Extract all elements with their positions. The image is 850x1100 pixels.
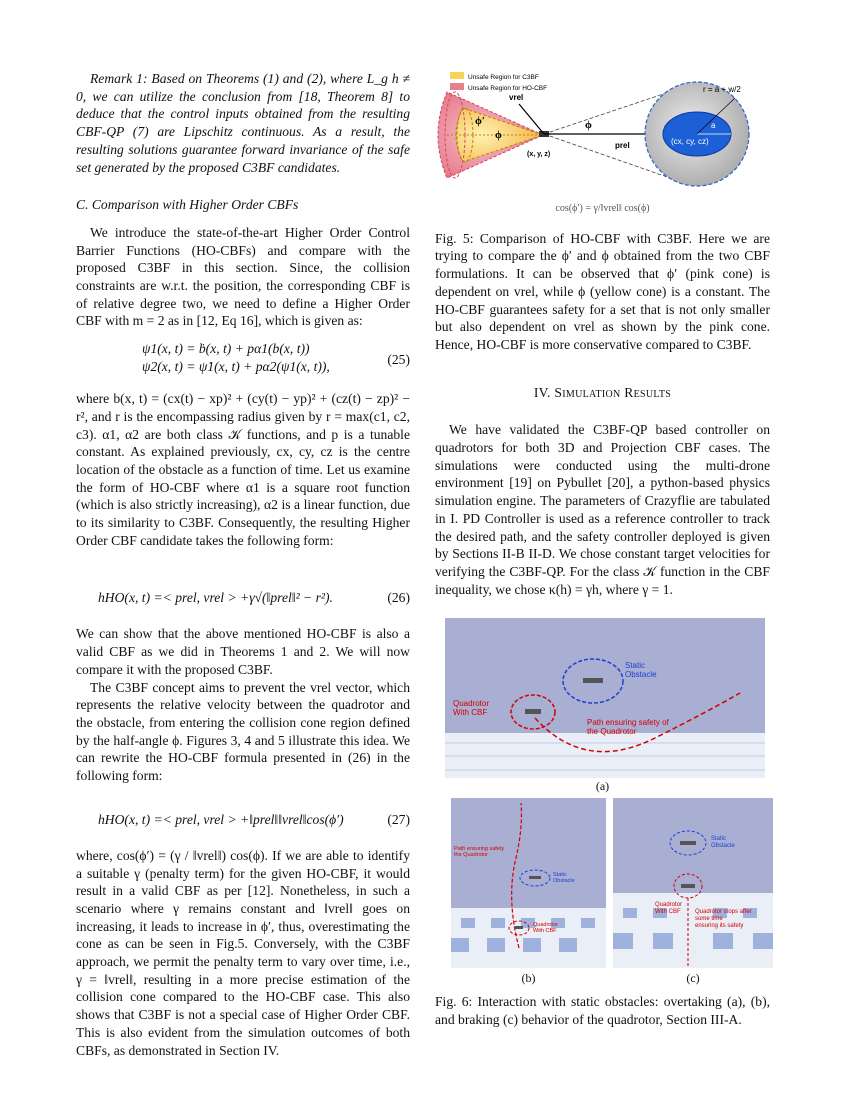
fig6c-stop-label-2: some time xyxy=(695,916,723,923)
left-column xyxy=(76,70,410,1059)
paragraph-simulation-results: We have validated the C3BF-QP based controller on quadrotors for both 3D and Projection CBF cases. The simulations were conducted using the multi-drone environment [19] on Pybullet [20], a python-based physics simulation engine. The parameters of Crazyflie are tabulated in I. PD Controller is used as a reference controller to track the desired path, and the safety controller deployed is given by Sections II-B II-D. We chose constant target velocities for verifying the C3BF-QP. For the class 𝒦 function in the CBF inequality, we chose κ(h) = γh, where γ = 1. xyxy=(435,422,770,597)
fig6bc-row xyxy=(435,798,770,993)
fig6a-path-label-2: the Quadrotor xyxy=(587,727,637,737)
fig6-caption: Fig. 6: Interaction with static obstacles: overtaking (a), (b), and braking (c) behavior of the quadrotor, Section III-A. xyxy=(435,994,770,1027)
legend-c3bf-swatch xyxy=(450,72,464,79)
fig6c-image xyxy=(613,798,773,968)
cone-phi-prime-label: ϕ′ xyxy=(475,115,485,127)
right-column xyxy=(435,70,770,1028)
fig6c-static-label-1: Static xyxy=(711,836,727,843)
fig5-formula: cos(ϕ′) = γ/‖vrel‖ cos(ϕ) xyxy=(555,203,650,214)
equation-26-body: hHO(x, t) =< prel, vrel > +γ√(‖prel‖² − r²). xyxy=(98,590,333,606)
fig6b-quad-label-2: With CBF xyxy=(533,928,557,935)
legend-c3bf-label: Unsafe Region for C3BF xyxy=(468,74,539,81)
sky xyxy=(445,618,765,733)
fig6c-quad-label-1: Quadrotor xyxy=(655,902,683,909)
fig6a-static-label-1: Static xyxy=(625,661,646,671)
fig6a-path-label-1: Path ensuring safety of xyxy=(587,718,669,728)
equation-25-number: (25) xyxy=(387,352,410,368)
cone-phi-label: ϕ xyxy=(495,129,502,141)
equation-26 xyxy=(76,589,410,609)
equation-25 xyxy=(76,340,410,380)
fig6c-static-label-2: Obstacle xyxy=(711,843,735,850)
position-label: (x, y, z) xyxy=(527,151,551,158)
quadrotor-drone xyxy=(525,709,541,714)
prel-label: prel xyxy=(615,141,630,150)
fig5-cone-diagram xyxy=(435,70,770,200)
fig6b-static-label-2: Obstacle xyxy=(553,878,575,885)
section-c-title: C. Comparison with Higher Order CBFs xyxy=(76,197,299,213)
paragraph-hocbf-intro: We introduce the state-of-the-art Higher Order Control Barrier Functions (HO-CBFs) and compare with the proposed C3BF in this section. Since, the collision constraints are w.r.t. the position, the corresponding CBF is of relative degree two, we need to define a Higher Order CBF with m = 2 as in [12, Eq 16], which is given as: xyxy=(76,224,410,329)
remark-1: Remark 1: Based on Theorems (1) and (2), where L_g h ≠ 0, we can utilize the conclusion from [18, Theorem 8] to deduce that the control inputs obtained from the resulting CBF-QP (7) are Lipschitz continuous. As a result, the resulting solutions guarantee forward invariance of the safe set generated by the proposed C3BF candidates. xyxy=(76,71,410,175)
vrel-label: vrel xyxy=(509,93,524,102)
fig6b-path-label-2: the Quadrotor xyxy=(454,852,488,859)
fig6b-image xyxy=(451,798,606,968)
fig6b-static-label-1: Static xyxy=(553,872,567,879)
fig6a-quad-label-1: Quadrotor xyxy=(453,699,490,709)
fig6c-sublabel: (c) xyxy=(686,971,700,986)
fig6c-stop-label-1: Quadrotor stops after xyxy=(695,909,752,916)
paragraph-valid-cbf: We can show that the above mentioned HO-CBF is also a valid CBF as we did in Theorems 1 and 2. We will now compare it with the proposed C3BF. xyxy=(76,626,410,677)
fig6a-quad-label-2: With CBF xyxy=(453,708,488,718)
legend-hocbf-swatch xyxy=(450,83,464,90)
fig6b-path-label-1: Path ensuring safety xyxy=(454,846,505,853)
static-obstacle-drone xyxy=(583,678,603,683)
equation-27 xyxy=(76,811,410,831)
equation-25-line1: ψ1(x, t) = ḃ(x, t) + pα1(b(x, t)) xyxy=(142,341,310,357)
fig6a-sublabel: (a) xyxy=(595,779,610,794)
fig6b-sublabel: (b) xyxy=(521,971,536,986)
fig6c-stop-label-3: ensuring its safety xyxy=(695,923,744,930)
fig6c-quad-label-2: With CBF xyxy=(655,909,681,916)
center-label: (cx, cy, cz) xyxy=(671,137,709,146)
paragraph-hocbf-definition: where b(x, t) = (cx(t) − xp)² + (cy(t) − yp)² + (cz(t) − zp)² − r², and r is the encompassing radius given by r = max(c1, c2, c3). α1, α2 are both class 𝒦 functions, and p is a tunable constant. As explained previously, cx, cy, cz is the centre location of the obstacle as a function of time. Let us examine the form of HO-CBF where α1 is a square root function (which is also strictly increasing), α2 is a linear function, due to its similarity to C3BF. Consequently, the resulting Higher Order CBF candidate takes the following form: xyxy=(76,391,410,548)
radius-a-label: a xyxy=(711,121,716,130)
equation-27-body: hHO(x, t) =< prel, vrel > +‖prel‖‖vrel‖cos(ϕ′) xyxy=(98,811,344,827)
angle-phi-label: ϕ xyxy=(585,119,592,131)
equation-26-number: (26) xyxy=(387,590,410,606)
section-4-title: IV. Simulation Results xyxy=(533,384,672,400)
fig5-caption: Fig. 5: Comparison of HO-CBF with C3BF. Here we are trying to compare the ϕ′ and ϕ obtained from the two CBF formulations. It can be observed that ϕ′ (pink cone) is dependent on vrel, while ϕ (yellow cone) is a constant. The HO-CBF guarantees safety for a set that is not only smaller but also dependent on vrel as shown by the pink cone. Hence, HO-CBF is more conservative compared to C3BF. xyxy=(435,230,770,352)
equation-27-number: (27) xyxy=(387,811,410,827)
legend-hocbf-label: Unsafe Region for HO-CBF xyxy=(468,85,548,92)
fig6b-quad-label-1: Quadrotor xyxy=(533,922,558,929)
paragraph-comparison: where, cos(ϕ′) = (γ / ‖vrel‖) cos(ϕ). If we are able to identify a suitable γ (penalty term) for the given HO-CBF, it would result in a valid CBF as per [12]. Nonetheless, in such a scenario where γ remains constant and ‖vrel‖ goes on increasing, it leads to increase in ϕ′, thus, overestimating the cone as can be seen in Fig.5. Conversely, with the C3BF approach, we permit the penalty term to vary over time, i.e., γ = ‖vrel‖, resulting in a more precise estimation of the collision cone compared to the HO-CBF case. This also shows that C3BF is not a special case of Higher Order CBF. This is also evident from the simulation outcomes of both CBFs, as demonstrated in Section IV. xyxy=(76,847,410,1058)
equation-25-line2: ψ2(x, t) = ψ̇1(x, t) + pα2(ψ1(x, t)), xyxy=(142,358,330,374)
paragraph-c3bf-concept: The C3BF concept aims to prevent the vrel vector, which represents the relative velocity between the quadrotor and the obstacle, from entering the collision cone region defined by the half-angle ϕ. Figures 3, 4 and 5 illustrate this idea. We can rewrite the HO-CBF formula presented in (26) in the following form: xyxy=(76,679,410,784)
fig6a-overtaking-image xyxy=(435,618,770,778)
fig6a-static-label-2: Obstacle xyxy=(625,670,657,680)
radius-r-label: r = a + w/2 xyxy=(703,85,741,94)
